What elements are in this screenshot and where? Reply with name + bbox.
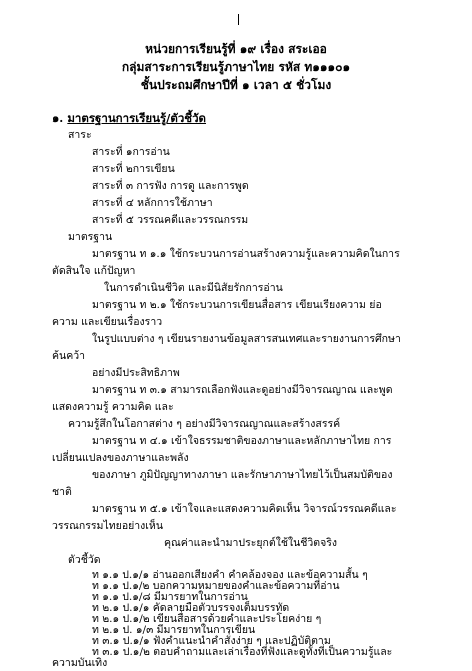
indicator-line: ท ๑.๑ ป.๑/๘ มีมารยาทในการอ่าน xyxy=(92,591,248,603)
indicator-line: ท ๓.๑ ป.๑/๑ ฟังคำแนะนำคำสั่งง่าย ๆ และปฏิบัติตาม xyxy=(92,635,331,647)
standard-line: ความ และเขียนเรื่องราว xyxy=(52,316,163,328)
sara-item: สาระที่ ๓ การฟัง การดู และการพูด xyxy=(92,180,249,192)
grade-duration: ชั้นประถมศึกษาปีที่ ๑ เวลา ๕ ชั่วโมง xyxy=(140,78,332,92)
standard-line: ตัดสินใจ แก้ปัญหา xyxy=(52,265,136,277)
standard-line: ในรูปแบบต่าง ๆ เขียนรายงานข้อมูลสารสนเทศและรายงานการศึกษา xyxy=(92,333,401,345)
unit-title: หน่วยการเรียนรู้ที่ ๑๙ เรื่อง สระเออ xyxy=(145,42,327,56)
indicators-heading: ตัวชี้วัด xyxy=(68,554,101,566)
standard-line: ความรู้สึกในโอกาสต่าง ๆ อย่างมีวิจารณญาณและสร้างสรรค์ xyxy=(68,418,341,430)
indicator-line: ท ๑.๑ ป.๑/๒ บอกความหมายของคำและข้อความที่อ่าน xyxy=(92,580,340,592)
indicator-line: ท ๑.๑ ป.๑/๑ อ่านออกเสียงคำ คำคล้องจอง และข้อความสั้น ๆ xyxy=(92,569,368,581)
standard-line: มาตรฐาน ท ๒.๑ ใช้กระบวนการเขียนสื่อสาร เขียนเรียงความ ย่อ xyxy=(92,299,382,311)
standard-line: ของภาษา ภูมิปัญญาทางภาษา และรักษาภาษาไทยไว้เป็นสมบัติของ xyxy=(92,469,393,481)
sara-item: สาระที่ ๔ หลักการใช้ภาษา xyxy=(92,197,213,209)
sara-heading: สาระ xyxy=(68,129,92,141)
standard-line: อย่างมีประสิทธิภาพ xyxy=(92,367,180,379)
subject-code: กลุ่มสาระการเรียนรู้ภาษาไทย รหัส ท๑๑๑๐๑ xyxy=(121,60,351,74)
indicator-line: ท ๒.๑ ป. ๑/๓ มีมารยาทในการเขียน xyxy=(92,624,256,636)
standard-line: คุณค่าและนำมาประยุกต์ใช้ในชีวิตจริง xyxy=(164,537,338,549)
cursor-mark xyxy=(238,14,239,25)
standard-line: ชาติ xyxy=(52,486,72,498)
standard-line: มาตรฐาน ท ๓.๑ สามารถเลือกฟังและดูอย่างมีวิจารณญาณ และพูด xyxy=(92,384,393,396)
sara-item: สาระที่ ๒การเขียน xyxy=(92,163,175,175)
standard-line: แสดงความรู้ ความคิด และ xyxy=(52,401,174,413)
indicator-line: ท ๒.๑ ป.๑/๒ เขียนสื่อสารด้วยคำและประโยคง่าย ๆ xyxy=(92,613,322,625)
sara-item: สาระที่ ๕ วรรณคดีและวรรณกรรม xyxy=(92,214,249,226)
standard-line: มาตรฐาน ท ๑.๑ ใช้กระบวนการอ่านสร้างความรู้และความคิดในการ xyxy=(92,248,400,260)
indicator-line: ความบันเทิง xyxy=(52,657,108,669)
indicator-line: ท ๒.๑ ป.๑/๑ คัดลายมือตัวบรรจงเต็มบรรทัด xyxy=(92,602,290,614)
standard-line: ค้นคว้า xyxy=(52,350,86,362)
standard-line: ในการดำเนินชีวิต และมีนิสัยรักการอ่าน xyxy=(104,282,283,294)
sara-item: สาระที่ ๑การอ่าน xyxy=(92,146,170,158)
standard-line: วรรณกรรมไทยอย่างเห็น xyxy=(52,520,163,532)
standard-line: มาตรฐาน ท ๕.๑ เข้าใจและแสดงความคิดเห็น วิจารณ์วรรณคดีและ xyxy=(92,503,397,515)
section-title: มาตรฐานการเรียนรู้/ตัวชี้วัด xyxy=(67,111,207,125)
section-number: ๑. xyxy=(52,111,64,125)
standard-line: เปลี่ยนแปลงของภาษาและพลัง xyxy=(52,452,189,464)
standards-heading: มาตรฐาน xyxy=(68,231,113,243)
standard-line: มาตรฐาน ท ๔.๑ เข้าใจธรรมชาติของภาษาและหลักภาษาไทย การ xyxy=(92,435,392,447)
indicator-line: ท ๓.๑ ป.๑/๒ ตอบคำถามและเล่าเรื่องที่ฟังและดูทั้งที่เป็นความรู้และ xyxy=(92,646,393,658)
